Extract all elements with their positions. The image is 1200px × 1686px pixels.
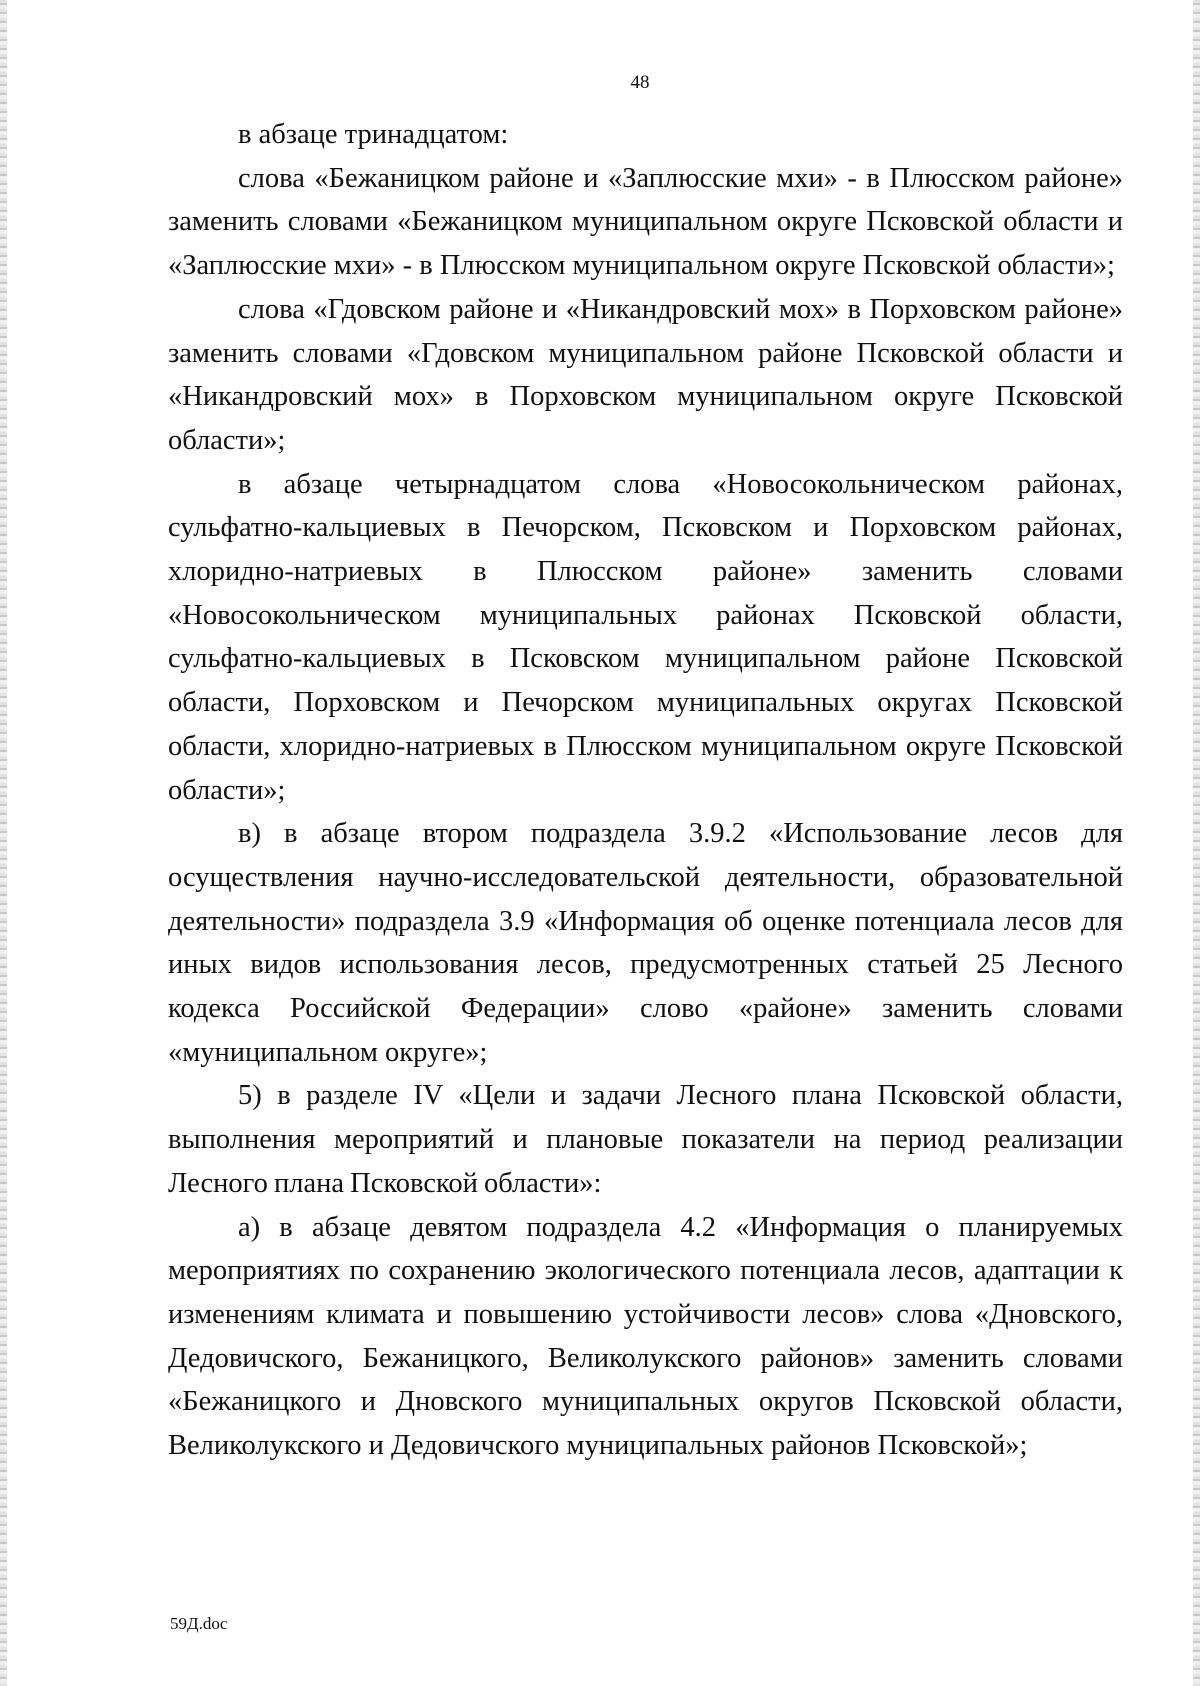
paragraph: в) в абзаце втором подраздела 3.9.2 «Использование лесов для осуществления научно-исследовательской деятельности, образовательной деятельности» подраздела 3.9 «Информация об оценке потенциала лесов для иных видов использования лесов, предусмотренных статьей 25 Лесного кодекса Российской Федерации» слово «районе» заменить словами «муниципальном округе»; — [168, 818, 1123, 1068]
footer-filename: 59Д.doc — [170, 1614, 228, 1633]
paragraph: слова «Бежаницком районе и «Заплюсские мхи» - в Плюсском районе» заменить словами «Бежаницком муниципальном округе Псковской области и «Заплюсские мхи» - в Плюсском муниципальном округе Псковской области»; — [168, 162, 1123, 282]
paragraph: слова «Гдовском районе и «Никандровский мох» в Порховском районе» заменить словами «Гдовском муниципальном районе Псковской области и «Никандровский мох» в Порховском муниципальном округе Псковской области»; — [168, 293, 1123, 456]
document-body — [168, 113, 1123, 1468]
paragraph: в абзаце четырнадцатом слова «Новосокольническом районах, сульфатно-кальциевых в Печорском, Псковском и Порховском районах, хлоридно-натриевых в Плюсском районе» заменить словами «Новосокольническом муниципальных районах Псковской области, сульфатно-кальциевых в Псковском муниципальном районе Псковской области, Порховском и Печорском муниципальных округах Псковской области, хлоридно-натриевых в Плюсском муниципальном округе Псковской области»; — [168, 468, 1123, 806]
scan-edge-right — [1193, 0, 1200, 1686]
scan-edge-left — [0, 0, 7, 1686]
paragraph: 5) в разделе IV «Цели и задачи Лесного плана Псковской области, выполнения мероприятий и плановые показатели на период реализации Лесного плана Псковской области»: — [168, 1080, 1123, 1199]
paragraph: а) в абзаце девятом подраздела 4.2 «Информация о планируемых мероприятиях по сохранению экологического потенциала лесов, адаптации к изменениям климата и повышению устойчивости лесов» слова «Дновского, Дедовичского, Бежаницкого, Великолукского районов» заменить словами «Бежаницкого и Дновского муниципальных округов Псковской области, Великолукского и Дедовичского муниципальных районов Псковской»; — [168, 1211, 1123, 1462]
page-number: 48 — [630, 72, 650, 93]
paragraph: в абзаце тринадцатом: — [238, 119, 509, 150]
